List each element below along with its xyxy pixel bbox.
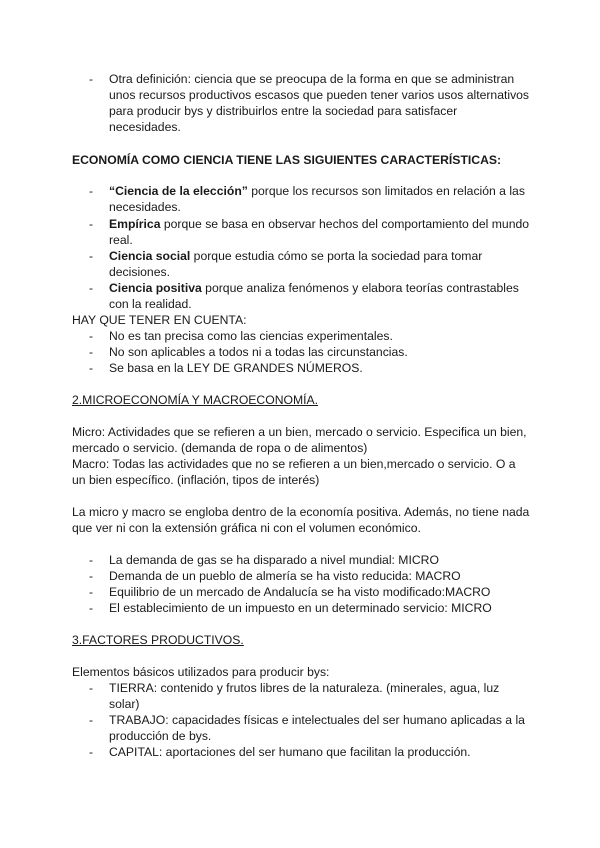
bullet-dash: - (89, 713, 94, 727)
characteristic-item (109, 280, 519, 296)
factor-continuation: producción de bys. (109, 729, 212, 743)
example-item: La demanda de gas se ha disparado a nivel mundial: MICRO (109, 553, 439, 567)
note-heading: HAY QUE TENER EN CUENTA: (72, 313, 247, 327)
bullet-dash: - (89, 569, 94, 583)
characteristic-text: porque analiza fenómenos y elabora teorías contrastables (201, 281, 519, 295)
intro-line: necesidades. (109, 120, 181, 134)
paragraph-line: Elementos básicos utilizados para producir bys: (72, 665, 330, 679)
bullet-dash: - (89, 601, 94, 615)
bullet-dash: - (89, 329, 94, 343)
intro-line: para producir bys y distribuirlos entre la sociedad para satisfacer (109, 104, 458, 118)
paragraph-line: un bien específico. (inflación, tipos de interés) (72, 473, 320, 487)
bullet-dash: - (89, 553, 94, 567)
bullet-dash: - (89, 345, 94, 359)
paragraph-line: La micro y macro se engloba dentro de la economía positiva. Además, no tiene nada (72, 505, 530, 519)
characteristic-item (109, 216, 529, 232)
example-item: Demanda de un pueblo de almería se ha visto reducida: MACRO (109, 569, 461, 583)
intro-line: Otra definición: ciencia que se preocupa de la forma en que se administran (109, 72, 515, 86)
characteristic-continuation: necesidades. (109, 200, 181, 214)
note-item: Se basa en la LEY DE GRANDES NÚMEROS. (109, 361, 363, 375)
factor-continuation: solar) (109, 697, 140, 711)
bullet-dash: - (89, 184, 94, 198)
characteristic-text: porque se basa en observar hechos del comportamiento del mundo (160, 217, 530, 231)
paragraph-line: Micro: Actividades que se refieren a un bien, mercado o servicio. Especifica un bien, (72, 425, 527, 439)
characteristic-term: Empírica (109, 217, 161, 231)
characteristic-continuation: decisiones. (109, 265, 170, 279)
note-item: No son aplicables a todos ni a todas las circunstancias. (109, 345, 408, 359)
bullet-dash: - (89, 681, 94, 695)
characteristic-term: “Ciencia de la elección” (109, 184, 248, 198)
characteristic-continuation: con la realidad. (109, 297, 192, 311)
characteristic-text: porque estudia cómo se porta la sociedad para tomar (190, 249, 483, 263)
bullet-dash: - (89, 217, 94, 231)
example-item: El establecimiento de un impuesto en un determinado servicio: MICRO (109, 601, 492, 615)
intro-line: unos recursos productivos escasos que pueden tener varios usos alternativos (109, 88, 530, 102)
factor-item: TIERRA: contenido y frutos libres de la naturaleza. (minerales, agua, luz (109, 681, 500, 695)
characteristic-item (109, 183, 525, 199)
bullet-dash: - (89, 281, 94, 295)
paragraph-line: mercado o servicio. (demanda de ropa o de alimentos) (72, 441, 368, 455)
characteristic-term: Ciencia positiva (109, 281, 202, 295)
section-title: 2.MICROECONOMÍA Y MACROECONOMÍA. (72, 393, 319, 407)
example-item: Equilibrio de un mercado de Andalucía se ha visto modificado:MACRO (109, 585, 491, 599)
bullet-dash: - (89, 249, 94, 263)
bullet-dash: - (89, 585, 94, 599)
section-heading: ECONOMÍA COMO CIENCIA TIENE LAS SIGUIENTES CARACTERÍSTICAS: (72, 153, 502, 167)
bullet-dash: - (89, 745, 94, 759)
section-title: 3.FACTORES PRODUCTIVOS. (72, 633, 244, 647)
bullet-dash: - (89, 72, 94, 86)
factor-item: TRABAJO: capacidades físicas e intelectuales del ser humano aplicadas a la (109, 713, 525, 727)
bullet-dash: - (89, 361, 94, 375)
note-item: No es tan precisa como las ciencias experimentales. (109, 329, 393, 343)
characteristic-text: porque los recursos son limitados en relación a las (247, 184, 525, 198)
characteristic-continuation: real. (109, 233, 133, 247)
characteristic-term: Ciencia social (109, 249, 191, 263)
paragraph-line: Macro: Todas las actividades que no se refieren a un bien,mercado o servicio. O a (72, 457, 516, 471)
factor-item: CAPITAL: aportaciones del ser humano que facilitan la producción. (109, 745, 471, 759)
characteristic-item (109, 248, 482, 264)
paragraph-line: que ver ni con la extensión gráfica ni con el volumen económico. (72, 521, 421, 535)
